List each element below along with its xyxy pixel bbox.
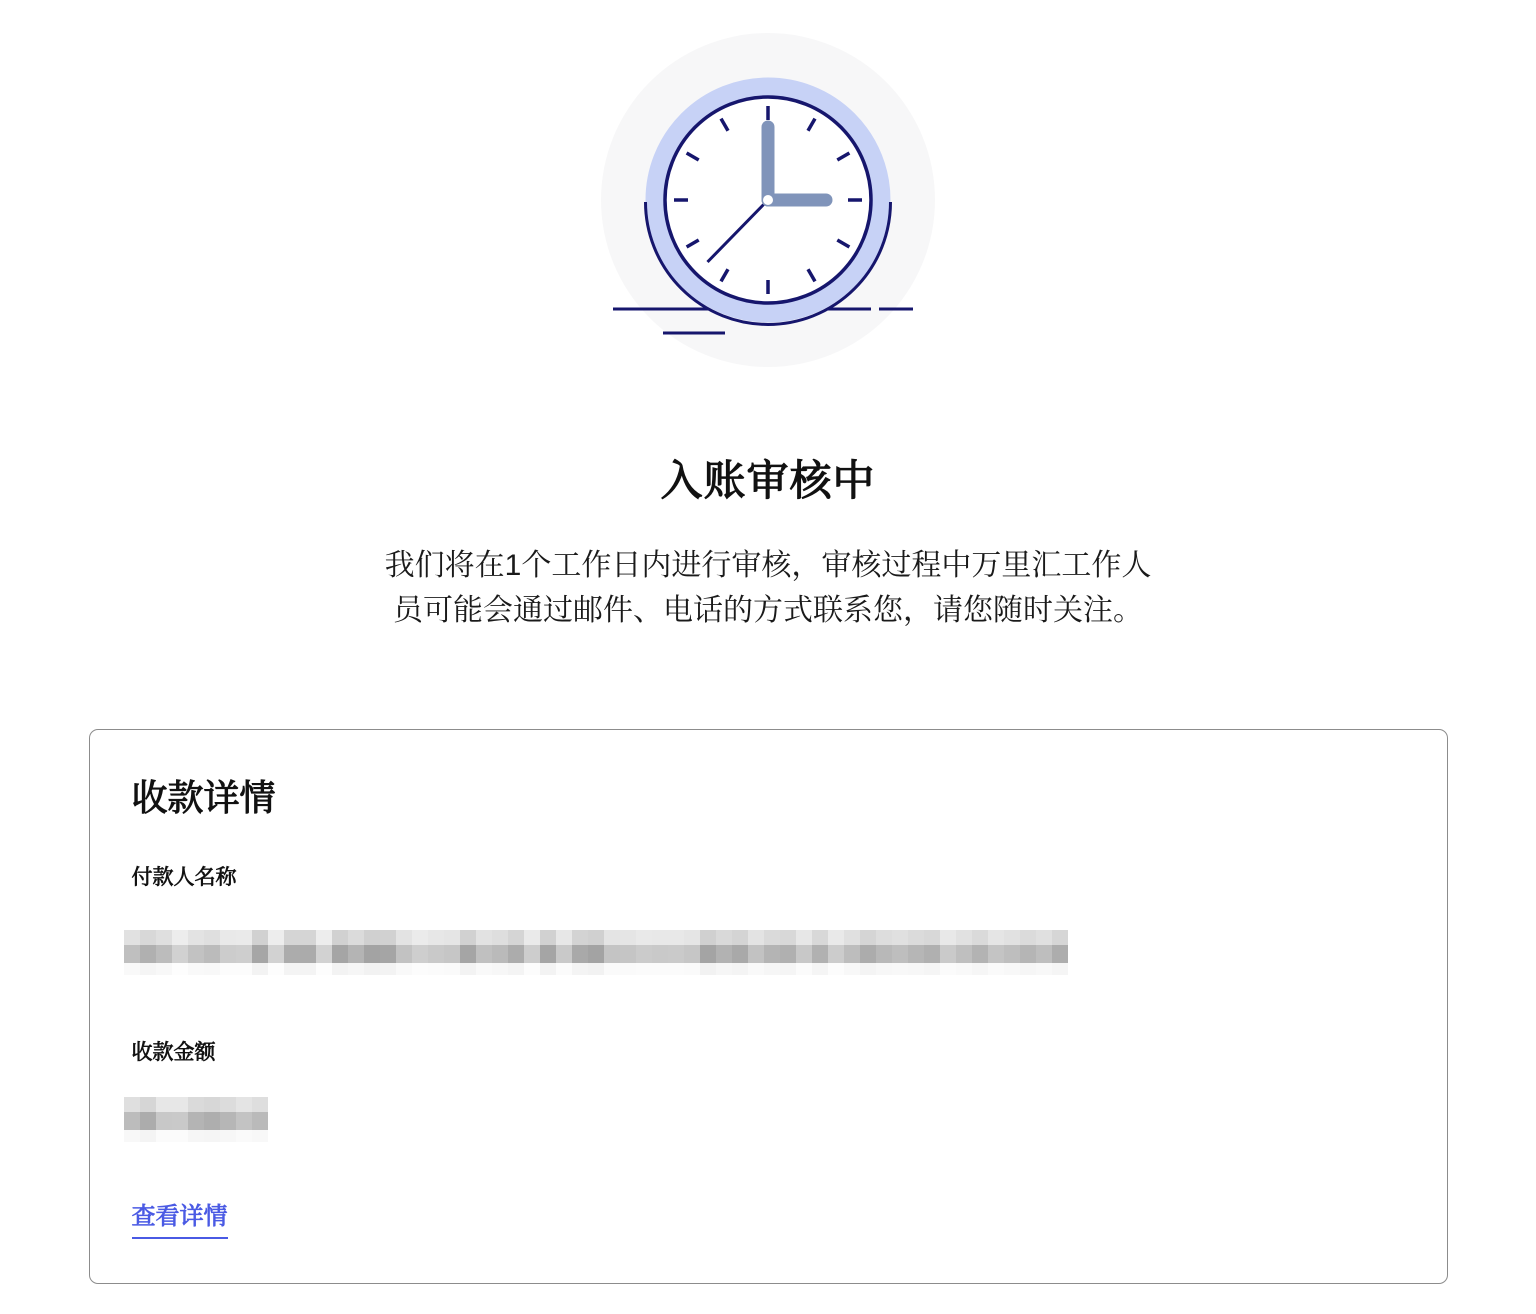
- clock-pending-icon: [598, 30, 938, 370]
- redacted-payer-name-value: [124, 930, 1068, 975]
- clock-center-dot: [763, 195, 773, 205]
- status-description-line1: 我们将在1个工作日内进行审核，审核过程中万里汇工作人: [384, 549, 1152, 582]
- amount-label: 收款金额: [131, 1041, 216, 1064]
- status-description: [385, 543, 1152, 633]
- card-title: 收款详情: [131, 777, 276, 818]
- receipt-details-card: [89, 729, 1448, 1284]
- link-row: [132, 1202, 1405, 1239]
- status-description-line2: 员可能会通过邮件、电话的方式联系您，请您随时关注。: [393, 594, 1143, 627]
- payer-name-label: 付款人名称: [131, 866, 237, 889]
- view-details-link[interactable]: 查看详情: [132, 1202, 228, 1239]
- page-title: 入账审核中: [660, 457, 876, 504]
- redacted-amount-value: [124, 1097, 268, 1142]
